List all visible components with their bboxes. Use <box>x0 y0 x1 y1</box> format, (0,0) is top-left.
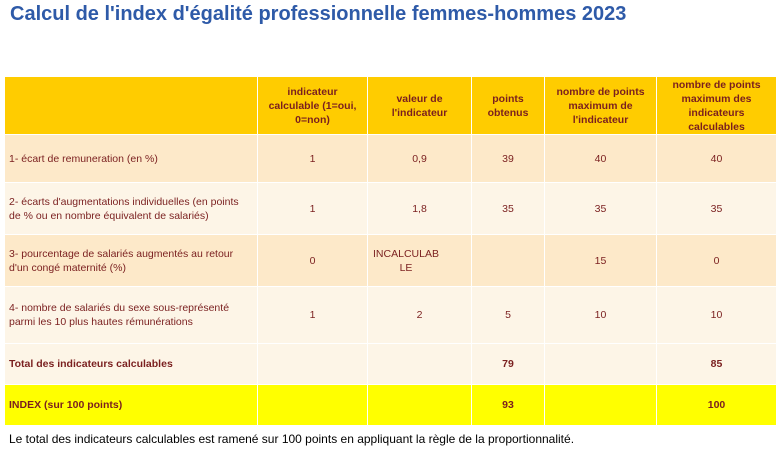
header-cell: indicateur calculable (1=oui, 0=non) <box>258 77 368 135</box>
cell-max-indicator: 35 <box>545 183 657 235</box>
cell-calculable: 1 <box>258 183 368 235</box>
cell-points: 35 <box>472 183 545 235</box>
cell-calculable: 1 <box>258 287 368 344</box>
cell-calculable: 1 <box>258 135 368 183</box>
cell-max-calculable: 35 <box>657 183 777 235</box>
table-row <box>5 135 777 183</box>
total-max: 85 <box>657 344 777 385</box>
cell-max-indicator: 10 <box>545 287 657 344</box>
header-cell: nombre de points maximum des indicateurs calculables <box>657 77 777 135</box>
index-table <box>4 76 777 426</box>
header-cell <box>5 77 258 135</box>
cell-calculable: 0 <box>258 235 368 287</box>
cell-points <box>472 235 545 287</box>
cell-points: 39 <box>472 135 545 183</box>
cell-value: 2 <box>368 287 472 344</box>
table-header-row <box>5 77 777 135</box>
cell-max-calculable: 10 <box>657 287 777 344</box>
row-label: 2- écarts d'augmentations individuelles (en points de % ou en nombre équivalent de salariés) <box>5 183 258 235</box>
index-label: INDEX (sur 100 points) <box>5 385 258 426</box>
table-row <box>5 287 777 344</box>
cell-value: 1,8 <box>368 183 472 235</box>
total-row <box>5 344 777 385</box>
header-cell: valeur de l'indicateur <box>368 77 472 135</box>
cell-max-calculable: 0 <box>657 235 777 287</box>
header-cell: nombre de points maximum de l'indicateur <box>545 77 657 135</box>
row-label: 3- pourcentage de salariés augmentés au retour d'un congé maternité (%) <box>5 235 258 287</box>
cell-max-indicator: 15 <box>545 235 657 287</box>
header-cell: points obtenus <box>472 77 545 135</box>
cell-max-indicator: 40 <box>545 135 657 183</box>
total-points: 79 <box>472 344 545 385</box>
total-label: Total des indicateurs calculables <box>5 344 258 385</box>
index-row <box>5 385 777 426</box>
cell-value: INCALCULABLE <box>373 247 439 274</box>
cell-value: 0,9 <box>368 135 472 183</box>
index-max: 100 <box>657 385 777 426</box>
footnote: Le total des indicateurs calculables est ramené sur 100 points en appliquant la règle de la proportionnalité. <box>9 432 575 446</box>
row-label: 1- écart de remuneration (en %) <box>5 135 258 183</box>
cell-points: 5 <box>472 287 545 344</box>
page-title: Calcul de l'index d'égalité professionnelle femmes-hommes 2023 <box>10 3 627 25</box>
row-label: 4- nombre de salariés du sexe sous-représenté parmi les 10 plus hautes rémunérations <box>5 287 258 344</box>
index-points: 93 <box>472 385 545 426</box>
table-row <box>5 235 777 287</box>
table-row <box>5 183 777 235</box>
cell-max-calculable: 40 <box>657 135 777 183</box>
